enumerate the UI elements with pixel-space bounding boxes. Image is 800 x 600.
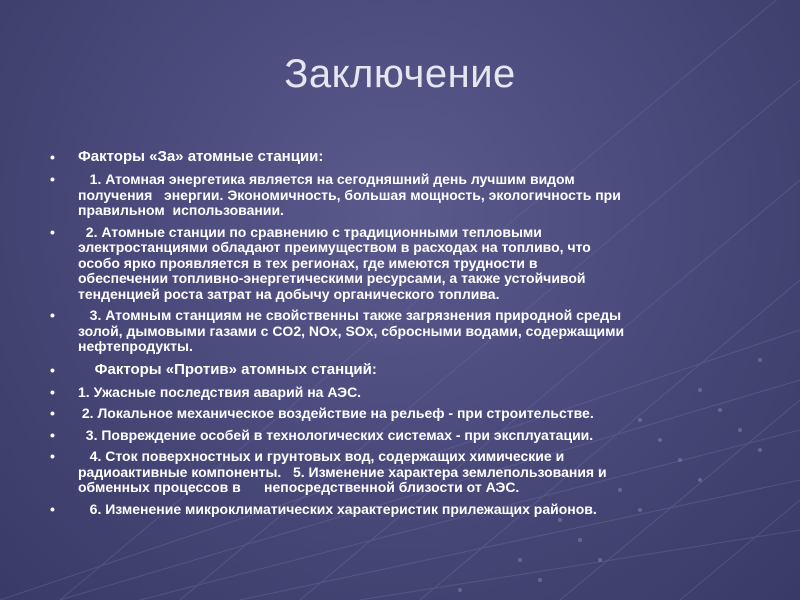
list-item [46, 449, 746, 496]
list-item [46, 428, 746, 444]
bullet-icon: • [50, 307, 55, 323]
list-item [46, 406, 746, 422]
list-item [46, 385, 746, 401]
bullet-list [46, 148, 746, 523]
list-item-line: 1. Атомная энергетика является на сегодняшний день лучшим видом [78, 171, 575, 187]
list-item-line: Факторы «За» атомные станции: [78, 148, 324, 165]
section-heading [46, 361, 746, 379]
list-item-line: 3. Повреждение особей в технологических системах - при эксплуатации. [78, 426, 594, 443]
bullet-icon: • [50, 500, 55, 517]
list-item-line: 2. Атомные станции по сравнению с традиционными тепловыми [78, 223, 542, 240]
list-item-line: электростанциями обладают преимуществом в расходах на топливо, что [78, 239, 591, 255]
list-item [46, 308, 746, 355]
bullet-icon: • [50, 426, 55, 443]
bullet-icon: • [50, 383, 55, 400]
list-item-line: обеспечении топливно-энергетическими ресурсами, а также устойчивой [78, 270, 586, 286]
bullet-icon: • [50, 361, 55, 378]
list-item-line: особо ярко проявляется в тех регионах, где имеются трудности в [78, 254, 538, 271]
bullet-icon: • [50, 405, 55, 421]
list-item [46, 172, 746, 219]
list-item-line: нефтепродукты. [78, 338, 193, 354]
list-item-line: обменных процессов в непосредственной близости от АЭС. [78, 479, 520, 495]
slide-title: Заключение [284, 52, 516, 96]
list-item-line: золой, дымовыми газами с CO2, NOx, SOx, сбросными водами, содержащими [78, 322, 625, 339]
section-heading [46, 148, 746, 166]
list-item-line: получения энергии. Экономичность, большая мощность, экологичность при [78, 186, 621, 203]
list-item-line: 1. Ужасные последствия аварий на АЭС. [78, 383, 362, 400]
bullet-icon: • [50, 171, 55, 187]
bullet-icon: • [50, 448, 55, 464]
list-item [46, 502, 746, 518]
list-item-line: 3. Атомным станциям не свойственны также загрязнения природной среды [78, 307, 622, 323]
list-item-line: правильном использовании. [78, 202, 284, 218]
list-item-line: 6. Изменение микроклиматических характеристик прилежащих районов. [78, 500, 597, 517]
bullet-icon: • [50, 223, 55, 240]
bullet-icon: • [50, 149, 55, 165]
list-item-line: тенденцией роста затрат на добычу органического топлива. [78, 285, 500, 302]
list-item-line: 4. Сток поверхностных и грунтовых вод, содержащих химические и [78, 448, 565, 464]
list-item [46, 225, 746, 303]
list-item-line: 2. Локальное механическое воздействие на рельеф - при строительстве. [78, 405, 594, 421]
list-item-line: радиоактивные компоненты. 5. Изменение характера землепользования и [78, 463, 607, 480]
list-item-line: Факторы «Против» атомных станций: [78, 360, 377, 378]
